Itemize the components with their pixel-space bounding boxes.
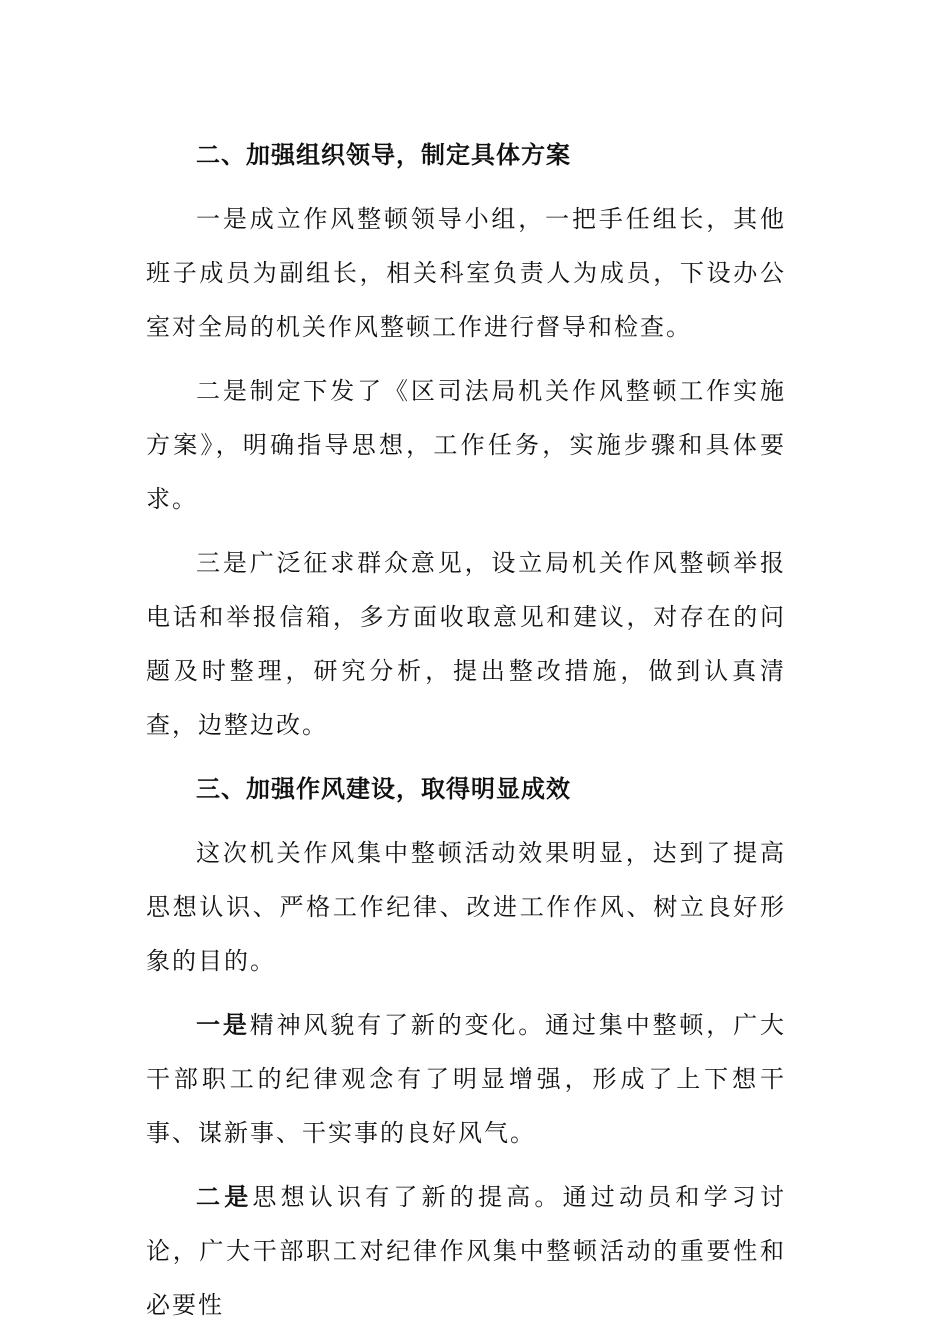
paragraph-result-2 xyxy=(146,1170,786,1332)
section-heading-3: 三、加强作风建设，取得明显成效 xyxy=(196,775,571,803)
paragraph-text: 思想认识有了新的提高。通过动员和学习讨论，广大干部职工对纪律作风集中整顿活动的重要性和必要性 xyxy=(146,1183,787,1319)
paragraph-item-1: 一是成立作风整顿领导小组，一把手任组长，其他班子成员为副组长，相关科室负责人为成员，下设办公室对全局的机关作风整顿工作进行督导和检查。 xyxy=(146,205,786,341)
document-page xyxy=(146,128,786,1342)
paragraph-result-1 xyxy=(146,998,786,1160)
paragraph-intro: 这次机关作风集中整顿活动效果明显，达到了提高思想认识、严格工作纪律、改进工作作风、树立良好形象的目的。 xyxy=(146,839,786,975)
paragraph-item-2: 二是制定下发了《区司法局机关作风整顿工作实施方案》，明确指导思想，工作任务，实施步骤和具体要求。 xyxy=(146,377,786,513)
section-heading-2: 二、加强组织领导，制定具体方案 xyxy=(196,141,571,169)
paragraph-lead: 一是 xyxy=(196,1011,250,1039)
paragraph-text: 精神风貌有了新的变化。通过集中整顿，广大干部职工的纪律观念有了明显增强，形成了上下想干事、谋新事、干实事的良好风气。 xyxy=(146,1011,787,1147)
paragraph-lead: 二是 xyxy=(196,1183,253,1211)
paragraph-item-3: 三是广泛征求群众意见，设立局机关作风整顿举报电话和举报信箱，多方面收取意见和建议，对存在的问题及时整理，研究分析，提出整改措施，做到认真清查，边整边改。 xyxy=(146,549,786,739)
